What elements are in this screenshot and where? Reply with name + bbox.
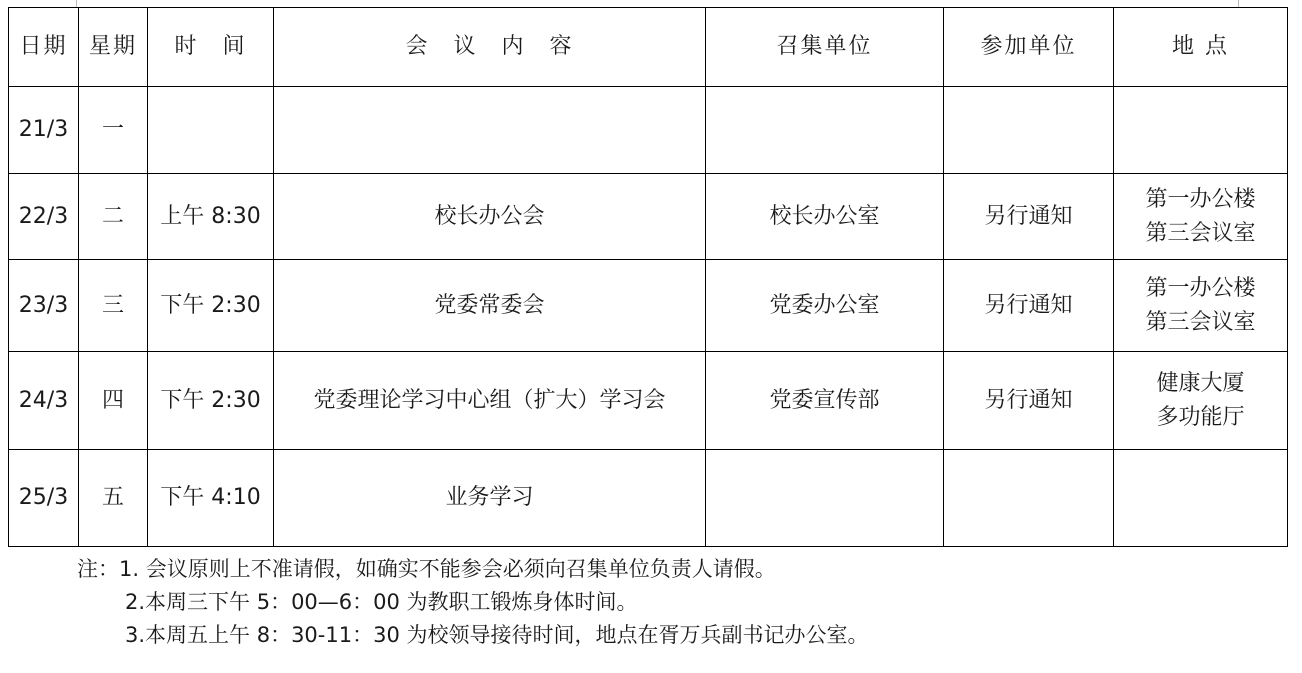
cell-weekday: 一 <box>79 87 148 174</box>
header-content: 会 议 内 容 <box>274 8 706 87</box>
cell-date: 25/3 <box>9 450 79 547</box>
cell-date: 24/3 <box>9 352 79 450</box>
table-row <box>9 87 1288 174</box>
cell-participants <box>944 87 1114 174</box>
header-convener: 召集单位 <box>706 8 944 87</box>
cell-date: 23/3 <box>9 260 79 352</box>
table-row <box>9 174 1288 260</box>
location-line-1: 第一办公楼 <box>1145 275 1256 301</box>
meeting-schedule-table <box>8 7 1288 547</box>
table-row <box>9 352 1288 450</box>
cell-weekday: 三 <box>79 260 148 352</box>
cell-location <box>1114 260 1288 352</box>
location-line-2: 第三会议室 <box>1145 309 1256 335</box>
header-row <box>9 8 1288 87</box>
header-time: 时 间 <box>148 8 274 87</box>
cell-participants: 另行通知 <box>944 352 1114 450</box>
location-line-1: 健康大厦 <box>1156 370 1245 396</box>
header-weekday: 星期 <box>79 8 148 87</box>
header-date: 日期 <box>9 8 79 87</box>
cell-content: 业务学习 <box>274 450 706 547</box>
location-line-1: 第一办公楼 <box>1145 186 1256 212</box>
cell-location <box>1114 87 1288 174</box>
header-location: 地 点 <box>1114 8 1288 87</box>
cell-content <box>274 87 706 174</box>
cell-date: 22/3 <box>9 174 79 260</box>
cell-weekday: 四 <box>79 352 148 450</box>
cell-content: 校长办公会 <box>274 174 706 260</box>
cell-location <box>1114 352 1288 450</box>
cell-location <box>1114 174 1288 260</box>
note-line-2: 2.本周三下午 5：00—6：00 为教职工锻炼身体时间。 <box>125 590 638 614</box>
cell-convener: 党委宣传部 <box>706 352 944 450</box>
cell-weekday: 五 <box>79 450 148 547</box>
cell-time: 下午 2:30 <box>148 260 274 352</box>
note-line-3: 3.本周五上午 8：30-11：30 为校领导接待时间，地点在胥万兵副书记办公室。 <box>125 623 869 647</box>
cell-convener <box>706 87 944 174</box>
location-line-2: 第三会议室 <box>1145 220 1256 246</box>
cell-location <box>1114 450 1288 547</box>
cell-time: 下午 4:10 <box>148 450 274 547</box>
cell-time: 上午 8:30 <box>148 174 274 260</box>
notes-section <box>77 553 869 652</box>
cell-convener <box>706 450 944 547</box>
location-line-2: 多功能厅 <box>1156 404 1245 430</box>
cell-content: 党委常委会 <box>274 260 706 352</box>
cell-time: 下午 2:30 <box>148 352 274 450</box>
cell-participants: 另行通知 <box>944 260 1114 352</box>
cell-date: 21/3 <box>9 87 79 174</box>
note-line-1: 注：1. 会议原则上不准请假，如确实不能参会必须向召集单位负责人请假。 <box>77 557 776 581</box>
table-row <box>9 450 1288 547</box>
header-participants: 参加单位 <box>944 8 1114 87</box>
cell-participants: 另行通知 <box>944 174 1114 260</box>
cell-time <box>148 87 274 174</box>
cell-content: 党委理论学习中心组（扩大）学习会 <box>274 352 706 450</box>
cell-weekday: 二 <box>79 174 148 260</box>
table-row <box>9 260 1288 352</box>
cell-convener: 党委办公室 <box>706 260 944 352</box>
cell-convener: 校长办公室 <box>706 174 944 260</box>
cell-participants <box>944 450 1114 547</box>
